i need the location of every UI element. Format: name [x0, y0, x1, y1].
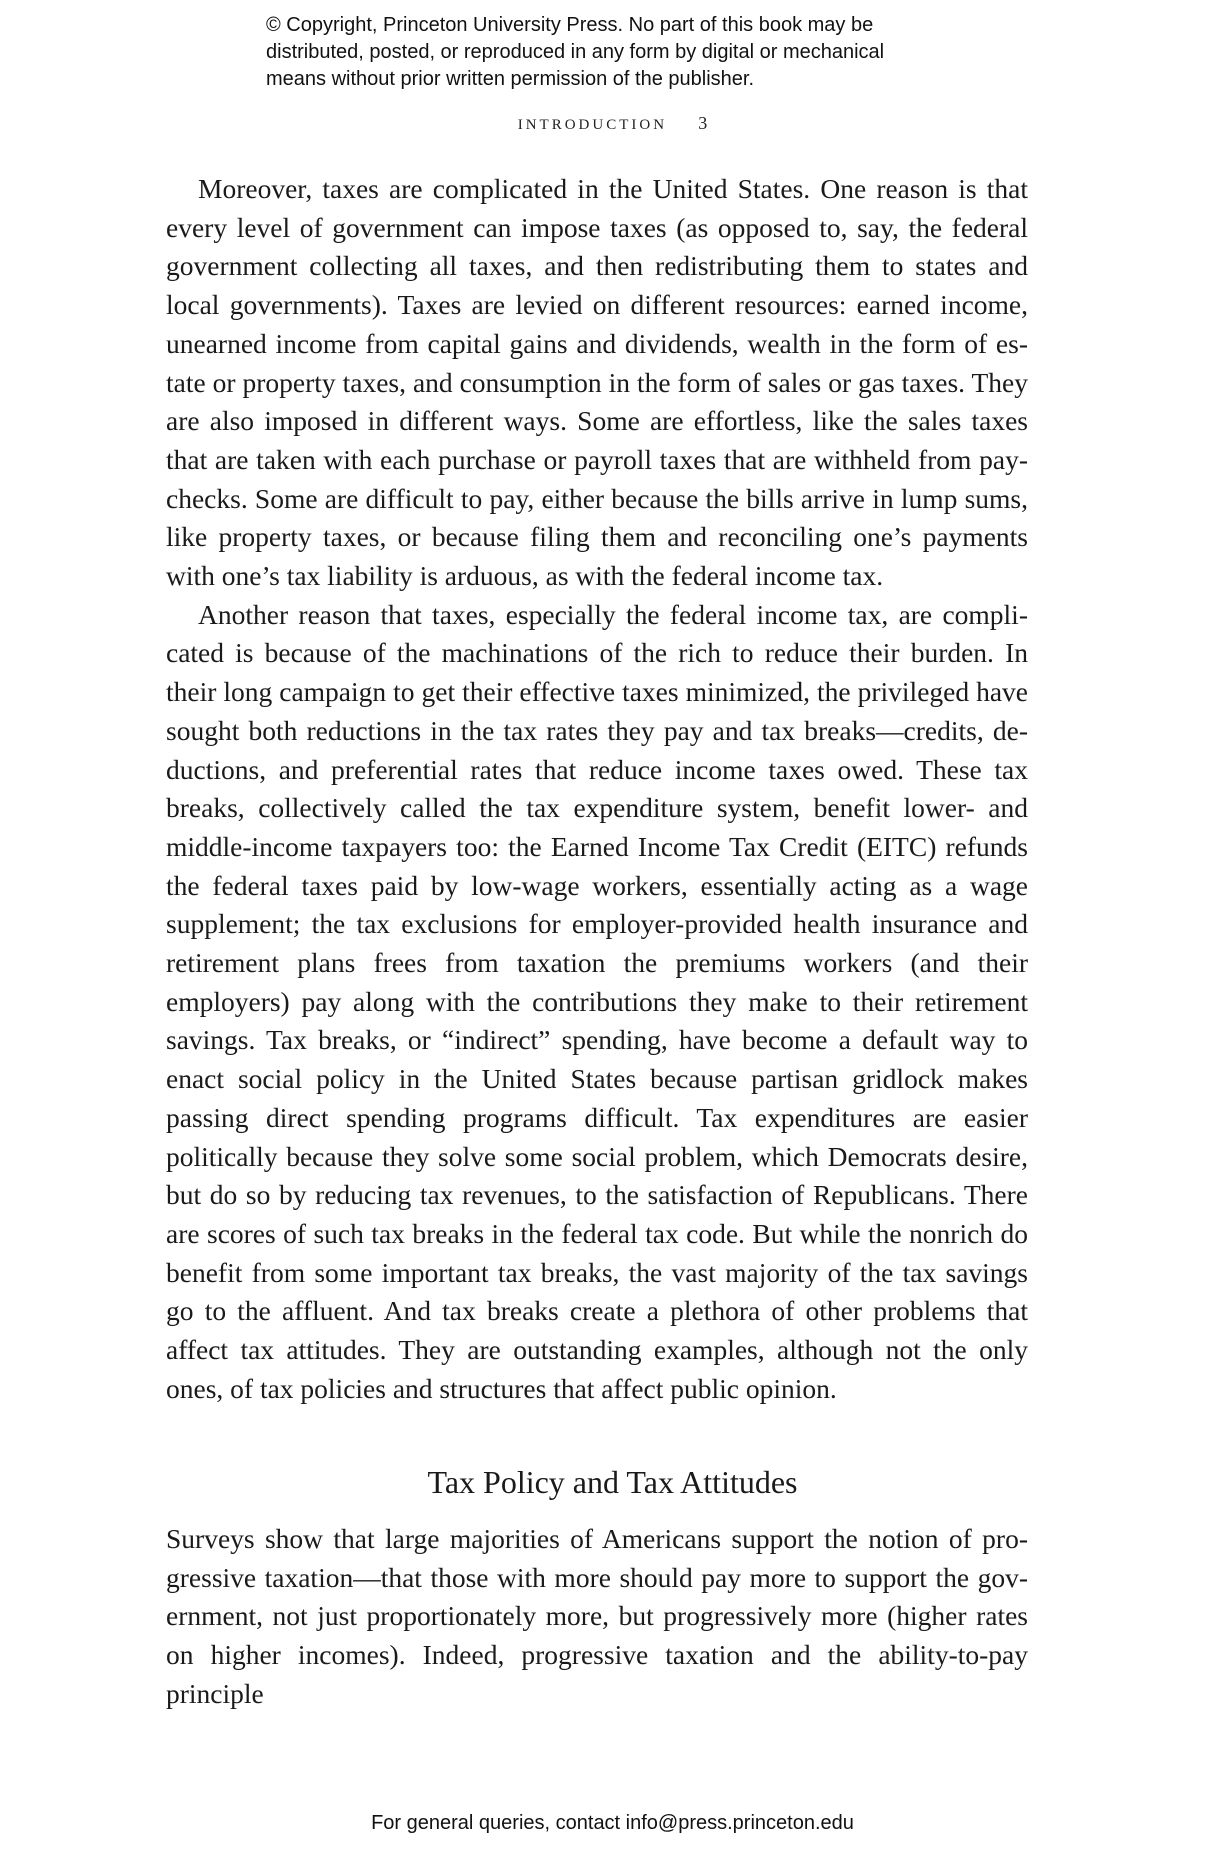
paragraph: Another reason that taxes, especially the federal income tax, are complicated is because of the machinations of the rich to reduce their burden. In their long campaign to get their effective taxes minimized, the privileged have sought both reductions in the tax rates they pay and tax breaks—credits, deductions, and preferential rates that reduce income taxes owed. These tax breaks, collectively called the tax expenditure system, benefit lower- and middle-income taxpayers too: the Earned Income Tax Credit (EITC) refunds the federal taxes paid by low-wage workers, essentially acting as a wage supplement; the tax exclusions for employer-provided health insurance and retirement plans frees from taxation the premiums workers (and their employers) pay along with the contributions they make to their retirement savings. Tax breaks, or “indirect” spending, have become a default way to enact social policy in the United States because partisan gridlock makes passing direct spending programs difficult. Tax expenditures are easier politically because they solve some social problem, which Democrats desire, but do so by reducing tax revenues, to the satisfaction of Republicans. There are scores of such tax breaks in the federal tax code. But while the nonrich do benefit from some important tax breaks, the vast majority of the tax savings go to the affluent. And tax breaks create a plethora of other problems that affect tax attitudes. They are outstanding examples, although not the only ones, of tax policies and structures that affect public opinion. [166, 598, 1028, 1404]
copyright-line: distributed, posted, or reproduced in any form by digital or mechanical [266, 41, 885, 63]
copyright-line: means without prior written permission of the publisher. [266, 68, 755, 90]
copyright-notice [266, 12, 1026, 93]
section-heading: Tax Policy and Tax Attitudes [427, 1464, 798, 1500]
section-text [166, 1520, 1028, 1714]
copyright-line: © Copyright, Princeton University Press. No part of this book may be [266, 14, 874, 36]
footer-contact: For general queries, contact info@press.princeton.edu [371, 1812, 854, 1834]
paragraph: Surveys show that large majorities of Americans support the notion of progressive taxation—that those with more should pay more to support the government, not just proportionately more, but progressively more (higher rates on higher incomes). Indeed, progressive taxation and the ability-to-pay principle [166, 1523, 1028, 1709]
paragraph: Moreover, taxes are complicated in the United States. One reason is that every level of government can impose taxes (as opposed to, say, the federal government collecting all taxes, and then redistributing them to states and local governments). Taxes are levied on different resources: earned income, unearned income from capital gains and dividends, wealth in the form of estate or property taxes, and consumption in the form of sales or gas taxes. They are also imposed in different ways. Some are effortless, like the sales taxes that are taken with each purchase or payroll taxes that are withheld from paychecks. Some are difficult to pay, either because the bills arrive in lump sums, like property taxes, or because filing them and reconciling one’s payments with one’s tax liability is arduous, as with the federal income tax. [166, 173, 1028, 592]
page-number: 3 [698, 113, 708, 133]
running-head [0, 113, 1225, 134]
running-head-title: INTRODUCTION [517, 117, 668, 133]
main-text [166, 170, 1028, 1409]
